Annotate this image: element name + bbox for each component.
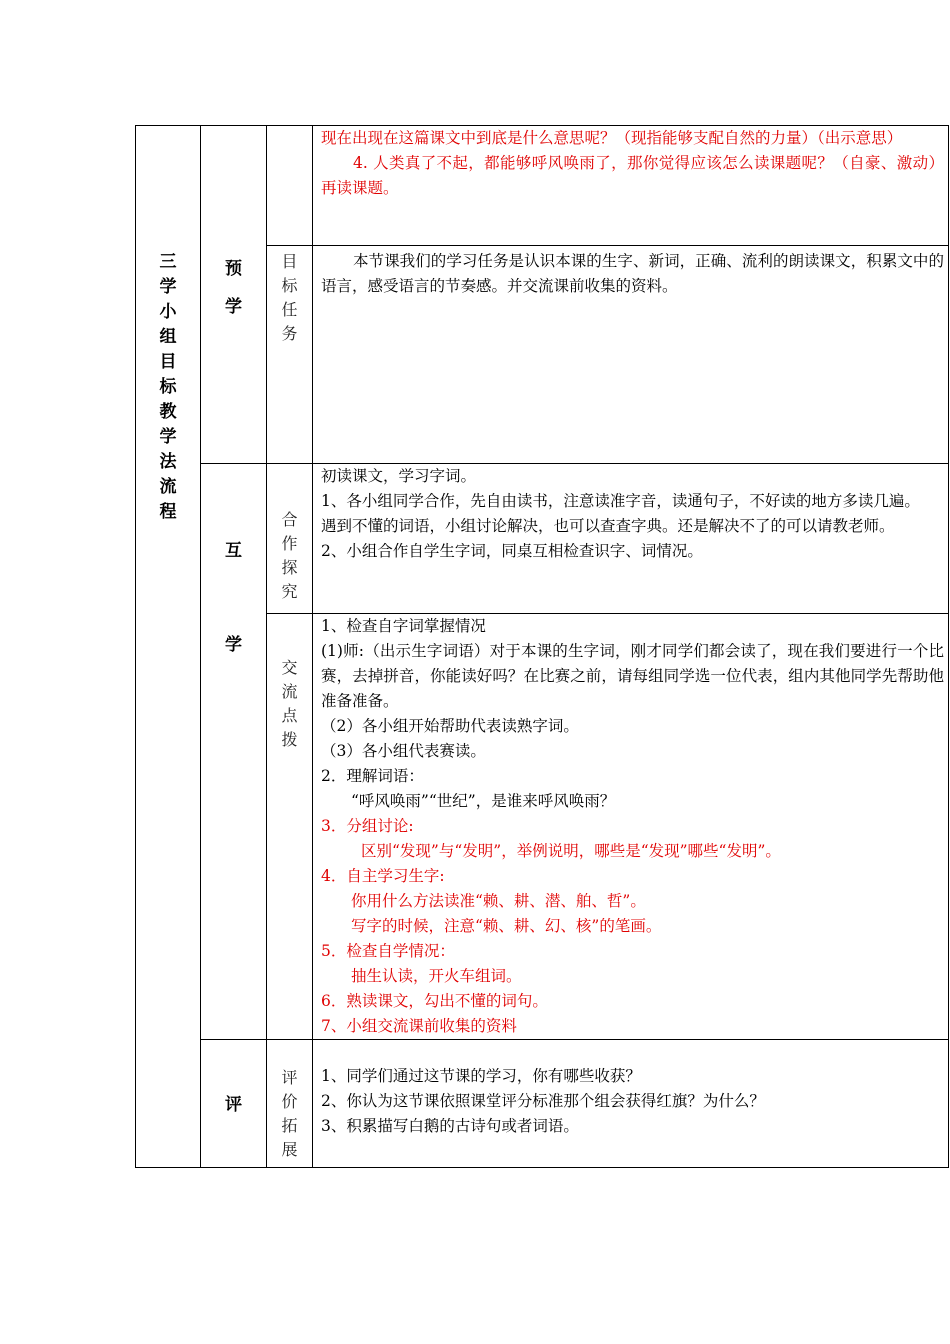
goal-content-cell xyxy=(313,246,949,464)
table-row xyxy=(136,464,949,614)
stage-evaluate-cell xyxy=(201,1040,267,1168)
exchange-content-cell xyxy=(313,614,949,1040)
stage-evaluate-label: 评 xyxy=(225,1095,242,1115)
flow-title-cell xyxy=(136,126,201,1168)
sub-exchange-cell xyxy=(267,614,313,1040)
empty-sub-cell xyxy=(267,126,313,246)
stage-preview-label: 预 学 xyxy=(225,259,242,317)
sub-extend-cell xyxy=(267,1040,313,1168)
extend-content-text: 1、同学们通过这节课的学习，你有哪些收获？ 2、你认为这节课依照课堂评分标准那个组会获得红旗？为什么？ 3、积累描写白鹅的古诗句或者词语。 xyxy=(321,1067,765,1135)
sub-cooperate-label: 合 作 探 究 xyxy=(281,510,298,601)
sub-extend-label: 评 价 拓 展 xyxy=(281,1068,298,1159)
stage-preview-cell xyxy=(201,126,267,464)
preview-continuation-text: 现在出现在这篇课文中到底是什么意思呢？（现指能够支配自然的力量）（出示意思） 4. 人类真了不起，都能够呼风唤雨了，那你觉得应该怎么读课题呢？（自豪、激动）再读课题。 xyxy=(321,129,944,197)
extend-content-cell xyxy=(313,1040,949,1168)
exchange-content-text: 1、检查自字词掌握情况 (1)师:（出示生字词语）对于本课的生字词，刚才同学们都会读了，现在我们要进行一个比赛，去掉拼音，你能读好吗？在比赛之前，请每组同学选一位代表，组内其他同学先帮助他准备准备。 （2）各小组开始帮助代表读熟字词。 （3）各小组代表赛读。 2．理解词语： “呼风唤雨”“世纪”，是谁来呼风唤雨？ 3．分组讨论: 区别“发现”与“发明”，举例说明，哪些是“发现”哪些“发明”。 4．自主学习生字: 你用什么方法读准“赖、耕、潜、舶、哲”。 写字的时候，注意“赖、耕、幻、核”的笔画。 5．检查自学情况： 抽生认读，开火车组词。 6．熟读课文，勾出不懂的词句。 7、小组交流课前收集的资料 xyxy=(321,617,944,1035)
sub-cooperate-cell xyxy=(267,464,313,614)
sub-goal-label: 目 标 任 务 xyxy=(281,252,298,343)
table-row xyxy=(136,1040,949,1168)
stage-mutual-cell xyxy=(201,464,267,1040)
cooperate-content-text: 初读课文，学习字词。 1、各小组同学合作，先自由读书，注意读准字音，读通句子，不好读的地方多读几遍。 遇到不懂的词语，小组讨论解决，也可以查查字典。还是解决不了的可以请教老师。 2、小组合作自学生字词，同桌互相检查识字、词情况。 xyxy=(321,467,920,560)
stage-mutual-label: 互 学 xyxy=(225,541,242,655)
flow-title: 三 学 小 组 目 标 教 学 法 流 程 xyxy=(159,252,177,522)
sub-exchange-label: 交 流 点 拨 xyxy=(281,658,298,749)
cooperate-content-cell xyxy=(313,464,949,614)
preview-continuation-cell xyxy=(313,126,949,246)
lesson-plan-table xyxy=(135,125,949,1168)
sub-goal-cell xyxy=(267,246,313,464)
goal-content-text: 本节课我们的学习任务是认识本课的生字、新词，正确、流利的朗读课文，积累文中的语言，感受语言的节奏感。并交流课前收集的资料。 xyxy=(321,252,944,295)
table-row xyxy=(136,126,949,246)
